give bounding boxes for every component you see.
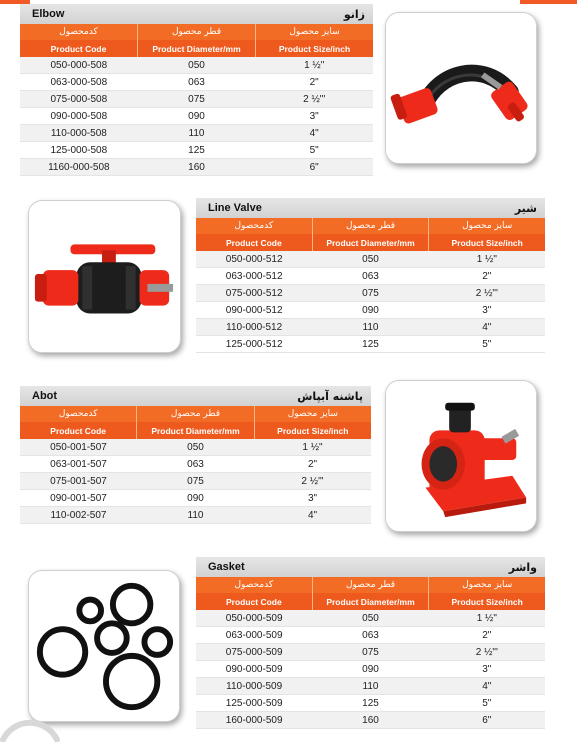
table-row [196, 610, 545, 627]
diameter-cell: 090 [187, 492, 204, 504]
valve-table [196, 198, 545, 353]
diameter-cell: 050 [362, 612, 379, 624]
product-code-cell: 090-001-507 [50, 492, 107, 504]
header-size-fa: سایز محصول [429, 218, 545, 234]
table-row [20, 142, 373, 159]
product-code-cell: 050-000-509 [225, 612, 283, 624]
table-row [20, 57, 373, 74]
abot-rows [20, 439, 371, 524]
header-code-en: Product Code [196, 593, 313, 610]
product-code-cell: 110-000-512 [226, 321, 283, 333]
size-cell: 4" [482, 321, 492, 333]
table-row [196, 319, 545, 336]
product-code-cell: 075-000-509 [225, 646, 283, 658]
table-row [196, 336, 545, 353]
size-cell: 2" [482, 629, 492, 641]
diameter-cell: 110 [187, 509, 204, 521]
valve-header-fa [196, 218, 545, 234]
product-code-cell: 090-000-509 [225, 663, 283, 675]
header-diameter-fa: قطر محصول [138, 24, 256, 40]
bottom-corner-decoration [0, 720, 60, 742]
table-row [196, 627, 545, 644]
header-size-en: Product Size/inch [429, 593, 545, 610]
abot-header-fa [20, 406, 371, 422]
abot-title-en: Abot [32, 390, 58, 402]
size-cell: 5" [482, 697, 492, 709]
diameter-cell: 125 [362, 697, 379, 709]
gasket-rings-icon [29, 571, 179, 721]
table-row [196, 268, 545, 285]
header-code-en: Product Code [20, 40, 138, 57]
size-cell: 1 ½" [302, 441, 323, 453]
size-cell: 4" [309, 127, 319, 139]
diameter-cell: 160 [362, 714, 379, 726]
abot-header-en [20, 422, 371, 439]
abot-title-bar [20, 386, 371, 406]
product-code-cell: 125-000-509 [225, 697, 283, 709]
table-row [20, 125, 373, 142]
table-row [20, 108, 373, 125]
abot-title-fa: پاشنه آبپاش [297, 389, 363, 403]
diameter-cell: 090 [188, 110, 205, 122]
diameter-cell: 075 [187, 475, 204, 487]
diameter-cell: 125 [362, 338, 379, 350]
header-size-fa: سایز محصول [256, 24, 373, 40]
diameter-cell: 110 [188, 127, 205, 139]
gasket-rows [196, 610, 545, 729]
diameter-cell: 063 [362, 629, 379, 641]
elbow-title-bar [20, 4, 373, 24]
diameter-cell: 110 [362, 680, 379, 692]
product-code-cell: 063-001-507 [50, 458, 107, 470]
header-code-fa: کدمحصول [20, 24, 138, 40]
table-row [20, 473, 371, 490]
table-row [196, 661, 545, 678]
header-size-fa: سایز محصول [429, 577, 545, 593]
product-code-cell: 075-000-508 [50, 93, 108, 105]
size-cell: 4" [307, 509, 318, 521]
header-diameter-fa: قطر محصول [137, 406, 254, 422]
product-code-cell: 125-000-512 [225, 338, 283, 350]
size-cell: 1 ½" [304, 59, 325, 71]
diameter-cell: 110 [362, 321, 379, 333]
valve-title-en: Line Valve [208, 202, 262, 214]
diameter-cell: 090 [362, 304, 379, 316]
size-cell: 6" [309, 161, 319, 173]
size-cell: 4" [482, 680, 492, 692]
valve-image [28, 200, 181, 353]
product-code-cell: 063-000-509 [225, 629, 283, 641]
diameter-cell: 050 [187, 441, 204, 453]
elbow-image [385, 12, 537, 164]
header-diameter-fa: قطر محصول [313, 218, 430, 234]
size-cell: 5" [309, 144, 319, 156]
product-code-cell: 125-000-508 [50, 144, 108, 156]
table-row [20, 439, 371, 456]
diameter-cell: 090 [362, 663, 379, 675]
header-code-en: Product Code [20, 422, 137, 439]
product-code-cell: 110-002-507 [50, 509, 107, 521]
size-cell: 2" [482, 270, 492, 282]
header-size-en: Product Size/inch [429, 234, 545, 251]
table-row [20, 74, 373, 91]
table-row [196, 695, 545, 712]
table-row [20, 490, 371, 507]
product-code-cell: 090-000-512 [225, 304, 283, 316]
elbow-header-en [20, 40, 373, 57]
diameter-cell: 075 [362, 287, 379, 299]
elbow-header-fa [20, 24, 373, 40]
size-cell: 2 ½"' [475, 287, 498, 299]
header-code-fa: کدمحصول [20, 406, 137, 422]
gasket-title-fa: واشر [508, 560, 537, 574]
diameter-cell: 063 [188, 76, 205, 88]
header-diameter-fa: قطر محصول [313, 577, 430, 593]
valve-header-en [196, 234, 545, 251]
gasket-image [28, 570, 180, 722]
header-code-fa: کدمحصول [196, 577, 313, 593]
size-cell: 1 ½" [476, 253, 497, 265]
header-size-en: Product Size/inch [256, 40, 373, 57]
gasket-title-en: Gasket [208, 561, 245, 573]
elbow-pipe-icon [386, 13, 536, 163]
table-row [196, 285, 545, 302]
size-cell: 3" [482, 663, 492, 675]
header-size-fa: سایز محصول [255, 406, 371, 422]
table-row [20, 507, 371, 524]
product-code-cell: 110-000-508 [50, 127, 107, 139]
ball-valve-icon [29, 201, 180, 352]
elbow-title-en: Elbow [32, 8, 65, 20]
size-cell: 5" [482, 338, 492, 350]
table-row [196, 251, 545, 268]
diameter-cell: 075 [188, 93, 205, 105]
size-cell: 3" [482, 304, 492, 316]
gasket-table [196, 557, 545, 729]
size-cell: 3" [307, 492, 318, 504]
gasket-title-bar [196, 557, 545, 577]
product-code-cell: 050-000-512 [225, 253, 283, 265]
elbow-title-fa: زانو [343, 7, 365, 21]
gasket-header-en [196, 593, 545, 610]
top-accent-strip-right [520, 0, 577, 4]
abot-table [20, 386, 371, 524]
diameter-cell: 160 [188, 161, 205, 173]
elbow-rows [20, 57, 373, 176]
table-row [20, 159, 373, 176]
header-diameter-en: Product Diameter/mm [313, 593, 430, 610]
gasket-header-fa [196, 577, 545, 593]
size-cell: 6" [482, 714, 492, 726]
size-cell: 2 ½"' [303, 93, 326, 105]
size-cell: 1 ½" [476, 612, 497, 624]
table-row [20, 456, 371, 473]
diameter-cell: 050 [362, 253, 379, 265]
size-cell: 2 ½"' [475, 646, 498, 658]
table-row [196, 302, 545, 319]
table-row [196, 712, 545, 729]
valve-title-fa: شیر [514, 201, 537, 215]
header-diameter-en: Product Diameter/mm [137, 422, 254, 439]
size-cell: 2" [307, 458, 318, 470]
header-diameter-en: Product Diameter/mm [138, 40, 256, 57]
header-diameter-en: Product Diameter/mm [313, 234, 430, 251]
size-cell: 3" [309, 110, 319, 122]
size-cell: 2 ½"' [301, 475, 324, 487]
diameter-cell: 075 [362, 646, 379, 658]
sprinkler-riser-icon [386, 381, 536, 531]
table-row [196, 678, 545, 695]
product-code-cell: 063-000-512 [225, 270, 283, 282]
product-code-cell: 075-000-512 [225, 287, 283, 299]
elbow-table [20, 4, 373, 176]
header-code-en: Product Code [196, 234, 313, 251]
product-code-cell: 075-001-507 [50, 475, 107, 487]
product-code-cell: 090-000-508 [50, 110, 108, 122]
table-row [20, 91, 373, 108]
size-cell: 2" [309, 76, 319, 88]
header-size-en: Product Size/inch [255, 422, 371, 439]
header-code-fa: کدمحصول [196, 218, 313, 234]
diameter-cell: 125 [188, 144, 205, 156]
diameter-cell: 063 [187, 458, 204, 470]
product-code-cell: 063-000-508 [50, 76, 108, 88]
table-row [196, 644, 545, 661]
product-code-cell: 050-001-507 [50, 441, 107, 453]
product-code-cell: 1160-000-508 [48, 161, 110, 173]
abot-image [385, 380, 537, 532]
diameter-cell: 063 [362, 270, 379, 282]
product-code-cell: 110-000-509 [226, 680, 283, 692]
diameter-cell: 050 [188, 59, 205, 71]
valve-rows [196, 251, 545, 353]
valve-title-bar [196, 198, 545, 218]
product-code-cell: 050-000-508 [50, 59, 108, 71]
product-code-cell: 160-000-509 [225, 714, 283, 726]
